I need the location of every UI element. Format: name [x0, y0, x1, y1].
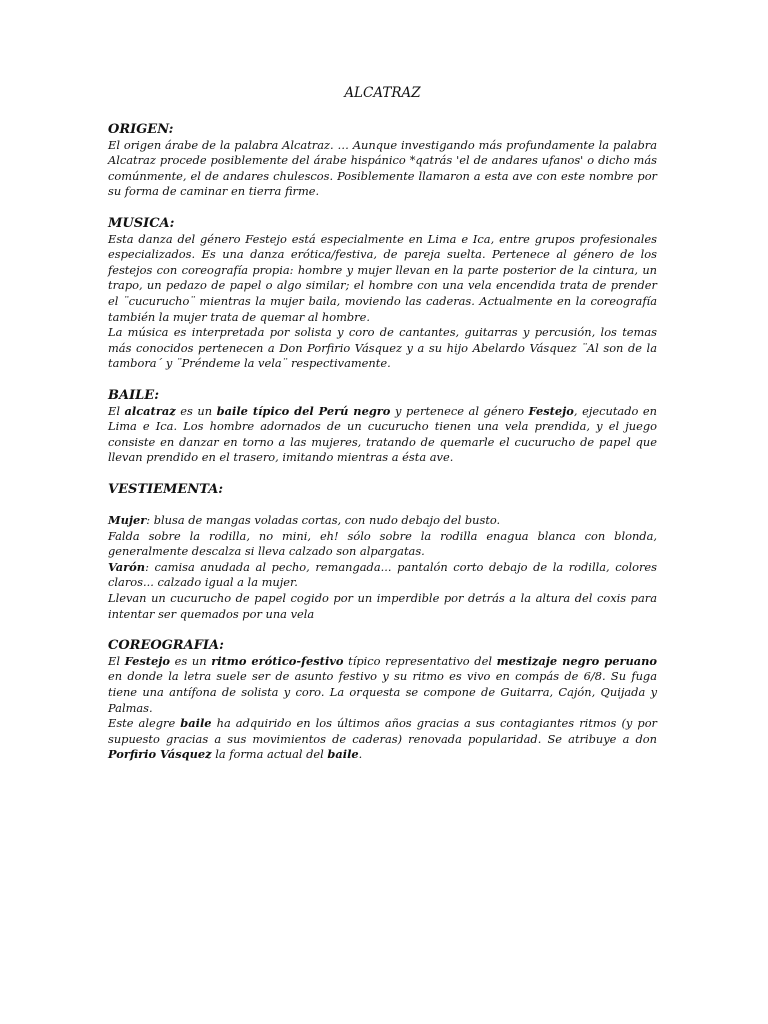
vestimenta-mujer: [108, 513, 657, 529]
coreografia-bold-festejo: Festejo: [124, 653, 170, 668]
coreografia-text-part: típico representativo del: [343, 653, 497, 668]
coreografia-text-part: la forma actual del: [211, 747, 328, 762]
label-varon: Varón: [108, 559, 146, 574]
baile-text-part: El: [108, 403, 125, 418]
baile-text-part: , ejecutado en Lima e Ica. Los hombre adornados de un cucurucho tienen una vela prendida, y el juego consiste en danzar en torno a las mujeres, tratando de quemarle el cucurucho de papel que llevan prendido en el trasero, imitando mientras a ésta ave.: [108, 403, 657, 465]
section-baile: [108, 388, 657, 466]
spacer: [108, 497, 657, 513]
baile-text: [108, 404, 657, 466]
coreografia-paragraph-1: [108, 654, 657, 716]
coreografia-text-part: .: [358, 747, 363, 762]
coreografia-text-part: en donde la letra suele ser de asunto festivo y su ritmo es vivo en compás de 6/8. Su fuga tiene una antífona de solista y coro. La orquesta se compone de Guitarra, Cajón, Quijada y Palmas.: [108, 669, 657, 715]
musica-paragraph-1: Esta danza del género Festejo está especialmente en Lima e Ica, entre grupos profesionales especializados. Es una danza erótica/festiva, de pareja suelta. Pertenece al género de los festejos con coreografía propia: hombre y mujer llevan en la parte posterior de la cintura, un trapo, un pedazo de papel o algo similar; el hombre con una vela encendida trata de prender el ¨cucurucho¨ mientras la mujer baila, moviendo las caderas. Actualmente en la coreografía también la mujer trata de quemar al hombre.: [108, 231, 657, 324]
label-mujer: Mujer: [108, 513, 147, 528]
baile-text-part: y pertenece al género: [390, 403, 529, 418]
mujer-text: : blusa de mangas voladas cortas, con nudo debajo del busto.: [146, 513, 501, 528]
origen-text: El origen árabe de la palabra Alcatraz. … Aunque investigando más profundamente la palabra Alcatraz procede posiblemente del árabe hispánico *qatrás 'el de andares ufanos' o dicho más comúnmente, el de andares chulescos. Posiblemente llamaron a esta ave con este nombre por su forma de caminar en tierra firme.: [108, 137, 657, 199]
musica-paragraph-2: La música es interpretada por solista y coro de cantantes, guitarras y percusión, los temas más conocidos pertenecen a Don Porfirio Vásquez y a su hijo Abelardo Vásquez ¨Al son de la tambora´ y ¨Préndeme la vela¨ respectivamente.: [108, 325, 657, 371]
coreografia-bold-mestizaje: mestizaje negro peruano: [496, 653, 657, 668]
heading-baile: BAILE:: [108, 387, 160, 403]
varon-text: : camisa anudada al pecho, remangada... pantalón corto debajo de la rodilla, colores claros... calzado igual a la mujer.: [108, 559, 657, 590]
baile-bold-alcatraz: alcatraz: [124, 403, 176, 418]
vestimenta-varon: [108, 560, 657, 591]
section-coreografia: [108, 638, 657, 763]
document-title: ALCATRAZ: [344, 85, 421, 101]
coreografia-text-part: es un: [169, 653, 212, 668]
section-vestimenta: [108, 482, 657, 622]
coreografia-text-part: ha adquirido en los últimos años gracias a sus contagiantes ritmos (y por supuesto gracias a sus movimientos de caderas) renovada popularidad. Se atribuye a don: [108, 716, 657, 746]
baile-bold-festejo: Festejo: [528, 403, 574, 418]
heading-origen: ORIGEN:: [108, 122, 174, 137]
section-origen: [108, 122, 657, 200]
baile-text-part: es un: [175, 403, 217, 418]
coreografia-text-part: Este alegre: [108, 716, 181, 731]
coreografia-bold-porfirio: Porfirio Vásquez: [108, 747, 212, 762]
coreografia-bold-ritmo: ritmo erótico-festivo: [211, 653, 344, 668]
coreografia-bold-baile: baile: [327, 747, 359, 762]
heading-musica: MUSICA:: [108, 215, 175, 231]
coreografia-bold-baile: baile: [180, 716, 212, 731]
vestimenta-cucurucho: Llevan un cucurucho de papel cogido por un imperdible por detrás a la altura del coxis para intentar ser quemados por una vela: [108, 591, 657, 621]
coreografia-text-part: El: [108, 653, 125, 668]
document-page: [108, 84, 657, 779]
heading-coreografia: COREOGRAFIA:: [108, 638, 224, 654]
section-musica: [108, 216, 657, 372]
heading-vestimenta: VESTIEMENTA:: [108, 481, 224, 497]
vestimenta-falda: Falda sobre la rodilla, no mini, eh! sólo sobre la rodilla enagua blanca con blonda, generalmente descalza si lleva calzado son alpargatas.: [108, 528, 657, 559]
baile-bold-tipico: baile típico del Perú negro: [216, 403, 391, 418]
coreografia-paragraph-2: [108, 716, 657, 763]
